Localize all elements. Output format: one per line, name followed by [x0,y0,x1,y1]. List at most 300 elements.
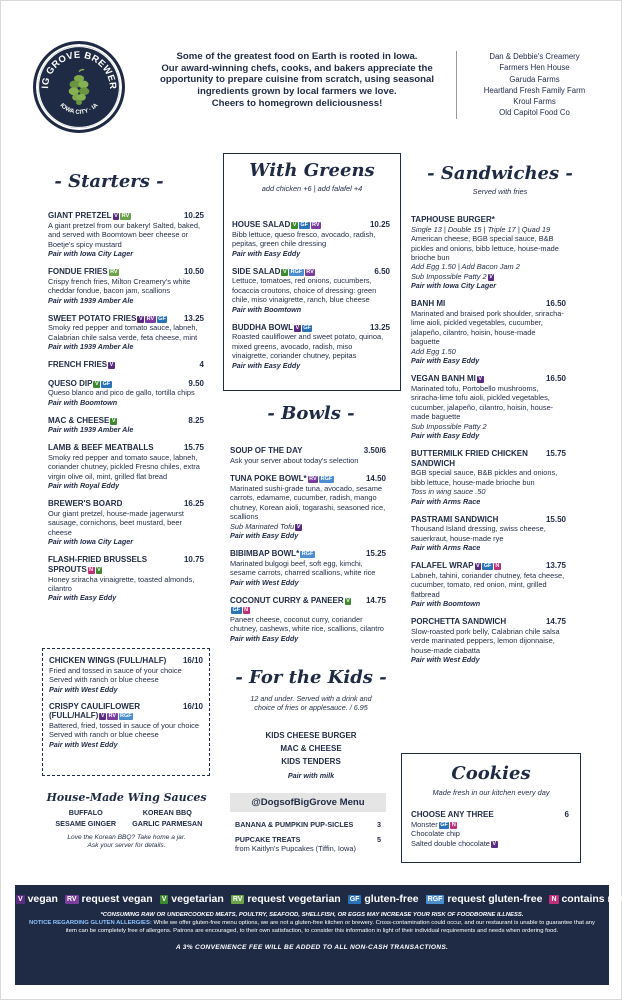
sauce-item: GARLIC PARMESAN [132,818,203,828]
legend-text: gluten-free [364,893,419,905]
menu-item-header [232,220,390,230]
intro-line: opportunity to prepare cuisine from scratch, using seasonal [159,74,434,86]
legend-text: request vegan [81,893,153,905]
greens-list [232,220,390,379]
menu-item-header [230,446,386,456]
menu-item [230,549,386,587]
raw-food-warning: *CONSUMING RAW OR UNDERCOOKED MEATS, POULTRY, SEAFOOD, SHELLFISH, OR EGGS MAY INCREASE YOUR RISK OF FOODBORNE ILLNESS. [100,912,524,919]
farm-partners-list [456,51,606,119]
menu-item-desc: BGB special sauce, B&B pickles and onions, bibb lettuce, house-made brioche bun [411,468,558,487]
diet-tag-veg: V [161,896,167,903]
menu-item-name-text: QUESO DIP [48,378,93,388]
menu-item [411,561,566,608]
farm-name: Dan & Debbie's Creamery [489,52,580,61]
menu-item-pairing: Pair with Iowa City Lager [48,537,134,547]
diet-tag-veg: V [94,380,99,387]
menu-item-name [230,446,360,456]
menu-item-option [411,262,566,271]
menu-item [48,416,204,435]
menu-item-desc: Our giant pretzel, house-made jagerwurst sausage, cornichons, beet mustard, beer cheese [48,508,184,537]
menu-item-header [232,323,390,333]
menu-item [48,360,204,370]
menu-item-desc: Marinated tofu, Portobello mushrooms, sriracha-lime tofu aioli, pickled vegetables, cucumber, jalapeño, cilantro, hoisin, house-made baguette [411,383,554,422]
menu-item-pairing: Pair with 1939 Amber Ale [48,425,134,435]
diet-tag-rgf: RGF [320,476,333,483]
fine-print [15,912,609,936]
kids-item: KIDS CHEESE BURGER [265,731,357,740]
menu-item-pairing: Pair with West Eddy [411,655,480,665]
menu-item-header [48,379,204,389]
menu-item-name-text: SWEET POTATO FRIES [48,313,137,323]
menu-item-desc: Fried and tossed in sauce of your choice [49,665,182,675]
intro-line: Some of the greatest food on Earth is rooted in Iowa. [176,51,418,62]
menu-item-name [411,561,542,571]
menu-item-extra: Served with ranch or blue cheese [49,675,159,685]
menu-item-option [411,422,566,431]
diet-tag-gf: GF [102,380,111,387]
menu-item-name-text: BUDDHA BOWL [232,322,294,332]
bowls-list [230,446,386,652]
menu-item-price: 10.75 [183,555,204,565]
diet-tag-veg: V [97,566,101,573]
diet-tag-v: V [476,563,480,570]
sauce-item: SESAME GINGER [55,818,117,828]
farm-name: Heartland Fresh Family Farm [483,85,586,95]
wing-sauces [45,791,208,850]
menu-item-name [48,314,180,324]
menu-item-header [48,555,204,574]
diet-tag-gf: GF [303,324,311,331]
menu-item-name [49,656,179,666]
cookies-heading: Cookies [451,763,531,784]
diet-tag-rv: RV [306,268,314,275]
menu-item-price: 3.50/6 [363,446,386,455]
menu-item-option-text: Add Egg 1.50 [411,346,456,356]
menu-item-header [48,267,204,277]
hop-logo-icon [36,44,122,130]
menu-item-name [48,555,180,574]
gluten-notice [27,920,597,936]
menu-item-pairing: Pair with Easy Eddy [232,248,301,258]
diet-tag-gf: GF [158,315,166,322]
menu-item-header [49,702,203,721]
wing-sauces-heading: House-Made Wing Sauces [46,791,207,804]
menu-item-desc: Honey sriracha vinaigrette, toasted almonds, cilantro [48,574,195,593]
legend-text: contains nuts [561,893,630,905]
menu-item [232,267,390,314]
dogs-item [235,836,381,845]
diet-tag-veg: V [346,597,350,604]
diet-tag-v: V [296,523,301,530]
footer [15,885,630,985]
bowls-heading: - Bowls - [267,403,355,424]
menu-item-name [232,220,366,230]
menu-item [230,474,386,540]
diet-tag-v: V [114,213,118,219]
diet-tag-rv: RV [309,476,317,483]
menu-item-pairing: Pair with Arms Race [411,496,481,506]
menu-item-price: 8.25 [188,415,204,425]
menu-item-header [230,474,386,484]
menu-item-header [411,374,566,384]
menu-item-desc: Smoky red pepper and tomato sauce, labneh, coriander chutney, pickled Fresno chiles, extra virgin olive oil, mint, grilled flat bread [48,452,200,481]
legend-entry [159,893,224,905]
menu-item [48,314,204,352]
legend-entry [15,893,58,905]
menu-item-name [49,702,179,721]
menu-item-header [49,656,203,666]
menu-item-name [48,267,180,277]
diet-tag-rv: RV [66,896,77,903]
diet-tag-n: N [244,607,249,614]
cookie-item [411,820,569,829]
sauce-note: Love the Korean BBQ? Take home a jar. Ask your server for details. [67,833,186,849]
menu-item-name-text: FLASH-FRIED BRUSSELS SPROUTS [48,555,148,574]
menu-item-price: 13.25 [369,322,390,332]
menu-item-header [230,596,386,615]
diet-tag-veg: V [282,268,287,275]
diet-tag-gf: GF [483,563,492,570]
menu-item [411,449,566,506]
farm-name: Old Capitol Food Co [499,108,570,118]
menu-item-desc: A giant pretzel from our bakery! Salted, baked, and served with Boomtown beer cheese or Boetje's spicy mustard [48,220,201,249]
menu-item-price: 16/10 [182,701,203,711]
menu-item-header [230,549,386,559]
legend-text: request vegetarian [247,893,341,905]
diet-tag-v: V [138,315,143,322]
menu-item-pairing: Pair with Royal Eddy [48,481,120,491]
menu-item-extra: Served with ranch or blue cheese [49,730,159,740]
menu-item-name-text: CRISPY CAULIFLOWER (FULL/HALF) [49,701,140,721]
diet-tag-rgf: RGF [290,268,303,275]
menu-item-price: 14.50 [365,474,386,484]
dogs-item-price: 5 [377,834,381,844]
cookies-choose-row [411,810,569,820]
cookie-name: Chocolate chip [411,829,460,839]
diet-tag-rveg: RV [121,213,130,219]
dogs-menu-list [235,821,381,854]
menu-item-price: 10.50 [183,267,204,276]
menu-item-price: 4 [199,360,204,370]
menu-item-name [48,211,180,221]
menu-item [411,374,566,440]
menu-item-name-text: GIANT PRETZEL [48,211,112,220]
menu-item-name-text: TUNA POKE BOWL* [230,474,307,484]
menu-item-price: 14.75 [365,595,386,605]
menu-item-option [411,272,566,281]
menu-item-price: 16/10 [182,656,203,665]
menu-item [48,267,204,305]
menu-item-option-text: Sub Impossible Patty 2 [411,421,487,431]
menu-item-desc: Labneh, tahini, coriander chutney, feta cheese, cucumber, tomato, red onion, mint, grilled flatbread [411,571,565,599]
legend-entry [64,893,153,905]
menu-item-desc: Roasted cauliflower and sweet potato, quinoa, mixed greens, avocado, radish, miso vinaigrette, coriander chutney, pepitas [232,332,384,361]
diet-tag-n: N [451,821,456,828]
menu-item [48,379,204,407]
menu-item-name [230,549,362,559]
menu-item-price: 15.25 [365,549,386,558]
farm-name: Farmers Hen House [499,63,570,73]
menu-item-header [48,443,204,453]
menu-item-option [411,347,566,356]
menu-item-desc: Slow-roasted pork belly, Calabrian chile salsa verde marinated peppers, lemon dijonnaise, house-made ciabatta [411,627,560,655]
diet-tag-gf: GF [349,896,360,903]
kids-item: KIDS TENDERS [281,757,341,767]
diet-tag-veg: V [111,417,116,424]
menu-item-option [411,487,566,496]
menu-item-desc: American cheese, BGB special sauce, B&B pickles and onions, bibb lettuce, house-made brioche bun [411,234,559,262]
menu-item-pairing: Pair with Boomtown [48,397,118,407]
menu-item-name [230,474,362,484]
menu-item-name-text: BANH MI [411,299,446,309]
menu-item-option [230,522,386,531]
menu-item-name-text: BREWER'S BOARD [48,499,123,509]
menu-item-pairing: Pair with West Eddy [230,577,299,587]
menu-item-desc: Smoky red pepper and tomato sauce, labneh, Calabrian chile salsa verde, feta cheese, mint [48,323,198,342]
diet-tag-rv: RV [146,315,155,322]
menu-item-name-text: VEGAN BANH MI [411,374,476,384]
menu-item [232,323,390,370]
menu-item-name [48,416,184,426]
starters-list [48,211,204,611]
menu-item-pairing: Pair with Easy Eddy [411,356,480,366]
wings-list [49,656,203,757]
gluten-notice-label: NOTICE REGARDING GLUTEN ALLERGIES: [29,920,152,927]
cookie-item [411,829,569,838]
menu-item-pairing: Pair with Easy Eddy [230,633,299,643]
menu-item-pairing: Pair with West Eddy [49,739,118,749]
menu-item-price: 16.50 [545,299,566,309]
diet-tag-rv: RV [108,713,117,720]
kids-item: MAC & CHEESE [280,744,342,754]
wings-box [42,648,210,776]
menu-item-name-text: FRENCH FRIES [48,360,108,370]
diet-tag-rv: RV [312,222,320,228]
menu-item-name [48,443,180,453]
farm-name: Garuda Farms [509,74,560,84]
menu-item-price: 10.25 [183,211,204,220]
diet-legend [15,893,630,906]
legend-text: vegetarian [171,893,224,905]
menu-item [48,443,204,490]
menu-item-option-text: Toss in wing sauce .50 [411,487,486,497]
menu-item-name [411,449,542,468]
menu-item-header [48,314,204,324]
kids-heading: - For the Kids - [235,667,387,688]
dogs-item-desc: from Kaitlyn's Pupcakes (Tiffin, Iowa) [235,844,356,854]
menu-item [48,499,204,546]
menu-item-desc: Crispy french fries, Milton Creamery's white cheddar fondue, bacon jam, scallions [48,276,191,296]
menu-item-name [411,617,542,627]
menu-item-name-text: SIDE SALAD [232,266,281,276]
diet-tag-v: V [18,896,23,903]
convenience-fee-note: A 3% CONVENIENCE FEE WILL BE ADDED TO ALL NON-CASH TRANSACTIONS. [175,944,449,952]
menu-item-desc: Marinated bulgogi beef, soft egg, kimchi, sesame carrots, charred scallions, white rice [230,558,376,578]
sandwiches-heading: - Sandwiches - [427,163,573,184]
legend-entry [230,893,341,905]
dogs-item-name: BANANA & PUMPKIN PUP-SICLES [235,820,354,829]
diet-tag-v: V [492,840,497,847]
menu-item-pairing: Pair with Easy Eddy [232,360,301,370]
diet-tag-gf: GF [300,222,309,228]
menu-item-price: 9.50 [188,378,204,388]
logo-text-top: IG GROVE BREWER [40,49,119,90]
dogs-menu-heading: @DogsofBigGrove Menu [230,793,386,812]
menu-item-name-text: HOUSE SALAD [232,220,291,229]
menu-item-pairing: Pair with Easy Eddy [48,593,117,603]
cookie-name: Salted double chocolate [411,838,490,848]
menu-item-price: 13.75 [545,561,566,571]
diet-tag-v: V [478,376,483,383]
menu-item-price: 10.25 [369,220,390,229]
menu-item-price: 15.75 [183,443,204,453]
menu-item [411,299,566,365]
menu-item-option-text: Sub Impossible Patty 2 [411,271,487,281]
cookie-name: Monster [411,819,438,829]
menu-item-pairing: Pair with Boomtown [232,304,302,314]
menu-item-desc: Queso blanco and pico de gallo, tortilla chips [48,388,195,398]
menu-item-price: 13.25 [183,313,204,323]
legend-entry [347,893,419,905]
menu-item-name-text: FALAFEL WRAP [411,561,474,571]
menu-item-header [48,360,204,370]
menu-item [232,220,390,258]
menu-item-pairing: Pair with West Eddy [49,684,118,694]
menu-item-pairing: Pair with Easy Eddy [411,431,480,441]
menu-item-name-text: LAMB & BEEF MEATBALLS [48,443,154,453]
starters-heading: - Starters - [54,171,164,192]
menu-item [411,215,566,290]
menu-item-desc: Ask your server about today's selection [230,455,359,465]
sauce-item: BUFFALO [68,807,103,817]
legend-text: request gluten-free [447,893,543,905]
menu-item-name [411,515,542,525]
diet-tag-rgf: RGF [301,551,314,557]
diet-tag-v: V [100,713,105,720]
cookies-price: 6 [564,810,569,819]
menu-item-name-text: PORCHETTA SANDWICH [411,617,507,627]
menu-item-name [411,374,542,384]
menu-item-name-text: TAPHOUSE BURGER* [411,215,495,224]
cookie-items [411,820,569,848]
diet-tag-v: V [489,273,493,280]
menu-item-name-text: FONDUE FRIES [48,267,108,276]
menu-item [411,617,566,664]
dogs-item-price: 3 [377,820,381,829]
intro-line: ingredients grown by local farmers we love. [197,86,397,98]
diet-tag-rveg: RV [232,896,243,903]
menu-item-desc: Paneer cheese, coconut curry, coriander chutney, cashews, white rice, scallions, cilantro [230,614,384,634]
menu-item-header [411,561,566,571]
menu-item-price: 6.50 [374,266,390,276]
menu-item-option-text: Add Egg 1.50 | Add Bacon Jam 2 [411,262,520,272]
menu-item-desc: Thousand Island dressing, swiss cheese, sauerkraut, house-made rye [411,524,546,543]
dogs-item-name: PUPCAKE TREATS [235,834,301,844]
diet-tag-n: N [89,566,94,573]
menu-item [230,596,386,643]
menu-item-header [411,617,566,627]
menu-item-pairing: Pair with Easy Eddy [230,531,299,540]
menu-item-option-text: Sub Marinated Tofu [230,521,295,531]
cookie-item [411,839,569,848]
legend-entry [425,893,543,905]
menu-item-header [232,267,390,277]
menu-item-name-text: BUTTERMILK FRIED CHICKEN SANDWICH [411,449,528,468]
menu-item-header [48,416,204,426]
menu-item-header [411,215,566,225]
menu-item-name [232,323,366,333]
menu-item-price: 15.75 [545,449,566,459]
sauce-item: KOREAN BBQ [142,807,192,817]
menu-item-name [232,267,370,277]
menu-item-price: 14.75 [545,617,566,627]
kids-list [233,729,389,780]
menu-item-header [48,499,204,509]
diet-tag-rgf: RGF [120,713,132,720]
menu-item-pairing: Pair with Arms Race [411,543,481,553]
menu-item-pairing: Pair with Iowa City Lager [48,249,134,258]
menu-item-name [411,299,542,309]
menu-item-desc: Lettuce, tomatoes, red onions, cucumbers, focaccia croutons, choice of dressing: green chile, miso vinaigrette, ranch, blue cheese [232,276,377,305]
menu-item [49,702,203,749]
brewery-logo [33,41,125,133]
menu-item [230,446,386,465]
menu-item-desc: Bibb lettuce, queso fresco, avocado, radish, pepitas, green chile dressing [232,229,376,249]
cookies-choose-label: CHOOSE ANY THREE [411,810,494,819]
menu-item-name [48,379,184,389]
menu-item-header [411,515,566,525]
menu-item-name [411,215,566,225]
diet-tag-n: N [551,896,557,903]
kids-subheading: 12 and under. Served with a drink and choice of fries or applesauce. / 6.95 [250,694,372,712]
menu-item-desc: Marinated sushi-grade tuna, avocado, sesame carrots, edamame, cucumber, radish, mango chutney, Korean aioli, togarashi, seasoned rice, scallions [230,483,386,522]
kids-pairing: Pair with milk [287,770,335,780]
cookies-subheading: Made fresh in our kitchen every day [432,788,550,797]
menu-item-pairing: Pair with 1939 Amber Ale [48,295,134,305]
menu-item-sizes: Single 13 | Double 15 | Triple 17 | Quad 19 [411,224,551,234]
menu-item-pairing: Pair with Iowa City Lager [411,281,497,291]
intro-line: Cheers to homegrown deliciousness! [211,97,383,109]
menu-item-pairing: Pair with Boomtown [411,599,481,609]
cookies-box [401,753,581,863]
diet-tag-rveg: RV [110,269,118,275]
diet-tag-v: V [295,324,300,331]
farm-name: Kroul Farms [513,97,556,107]
menu-item-header [411,449,566,468]
diet-tag-gf: GF [440,821,448,828]
menu-item [48,211,204,258]
menu-item-name-text: COCONUT CURRY & PANEER [230,595,344,605]
menu-item-price: 15.50 [545,514,566,524]
menu-item [49,656,203,694]
menu-item-name-text: CHICKEN WINGS (FULL/HALF) [49,656,167,665]
menu-item-header [411,299,566,309]
menu-item-price: 16.25 [183,499,204,509]
dogs-item [235,821,381,830]
diet-tag-v: V [109,362,114,369]
legend-text: vegan [27,893,58,905]
logo-text-bottom: IOWA CITY · IA [58,102,100,116]
menu-item [48,555,204,602]
greens-heading: With Greens [249,160,375,181]
menu-item-price: 16.50 [545,374,566,384]
menu-item-name [48,499,180,509]
greens-subheading: add chicken +6 | add falafel +4 [261,184,363,193]
menu-item-name [230,596,362,615]
menu-item-desc: Marinated and braised pork shoulder, sriracha-lime aioli, pickled vegetables, cucumber, jalapeño, cilantro, hoisin, house-made baguette [411,309,564,347]
menu-item [411,515,566,553]
menu-item-name-text: BIBIMBAP BOWL* [230,549,300,558]
